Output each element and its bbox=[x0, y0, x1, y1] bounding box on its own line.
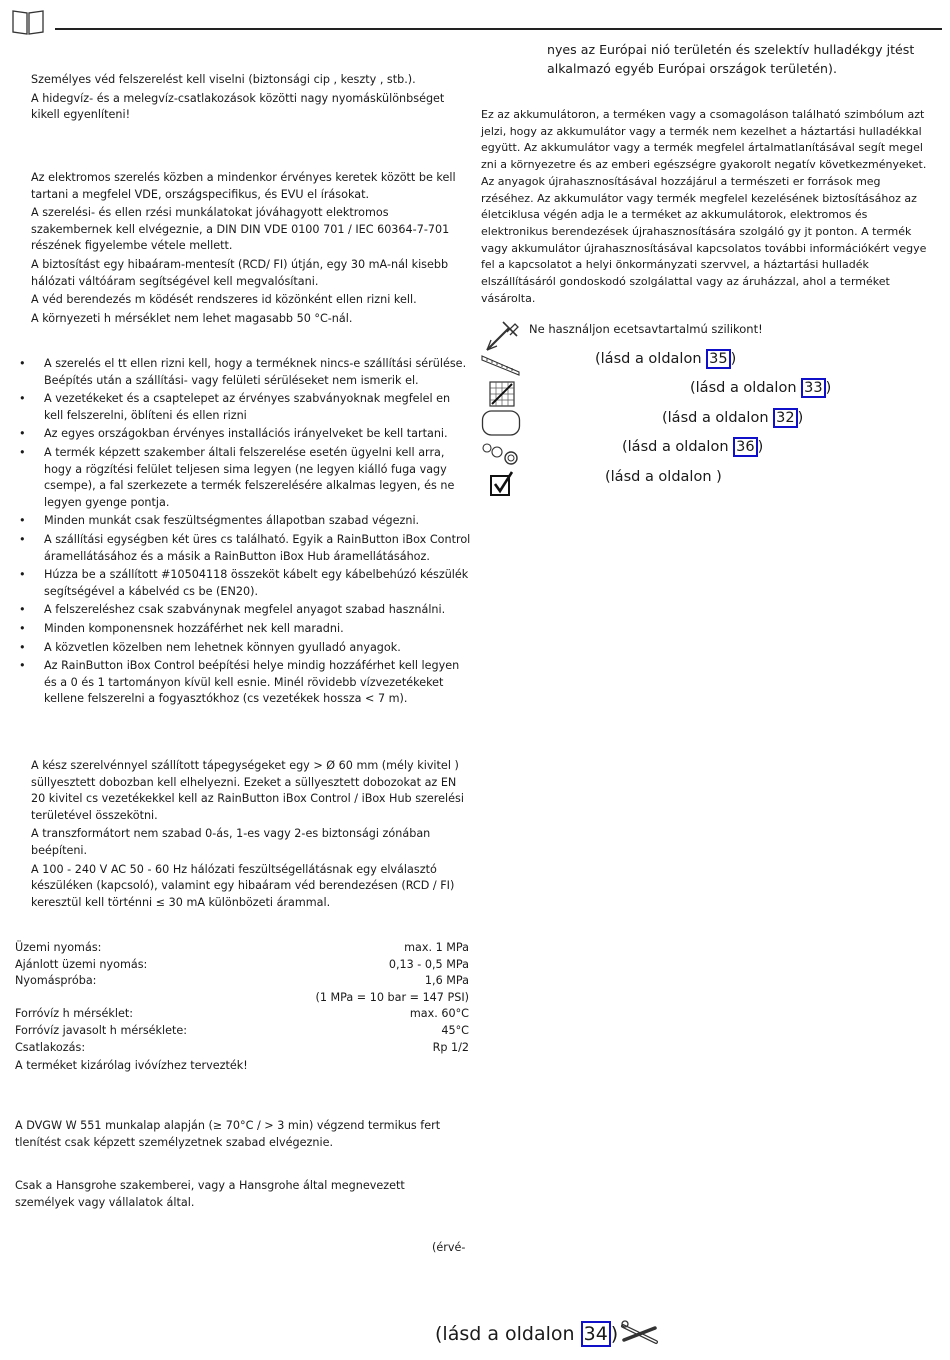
fittings-icon bbox=[481, 440, 521, 468]
paragraph: Személyes véd felszerelést kell viselni (biztonsági cip , keszty , stb.). bbox=[31, 73, 416, 86]
list-item: • Az egyes országokban érvényes installációs irányelveket be kell tartani. bbox=[31, 426, 471, 443]
page-link[interactable]: 36 bbox=[733, 437, 757, 457]
page-reference: (lásd a oldalon 35 ) bbox=[595, 351, 737, 367]
page-reference: (lásd a oldalon 32 ) bbox=[662, 410, 804, 426]
ruler-icon bbox=[481, 352, 521, 376]
page-link[interactable]: 32 bbox=[773, 408, 797, 428]
paragraph: A véd berendezés m ködését rendszeres id közönként ellen rizni kell. bbox=[31, 293, 417, 307]
truncated-text: (érvé- bbox=[432, 1241, 466, 1254]
book-icon bbox=[11, 8, 45, 36]
drinking-water-note: A terméket kizárólag ivóvízhez tervezték! bbox=[15, 1059, 248, 1073]
hansgrohe-note: Csak a Hansgrohe szakemberei, vagy a Hansgrohe által megnevezett személyek vagy vállalatok által. bbox=[15, 1179, 405, 1209]
tools-icon bbox=[620, 1320, 660, 1348]
paragraph: Az elektromos szerelés közben a mindenkor érvényes keretek között be kell tartani a megfelel VDE, országspecifikus, és EVU el írásokat. bbox=[31, 171, 456, 201]
spec-row: Csatlakozás: Rp 1/2 bbox=[15, 1040, 469, 1054]
footer-page-reference: (lásd a oldalon 34 ) bbox=[435, 1323, 619, 1345]
list-item: • A szerelés el tt ellen rizni kell, hogy a terméknek nincs-e szállítási sérülése. Beépítés után a szállítási- vagy felületi sérüléseket nem ismerik el. bbox=[31, 356, 471, 389]
page-reference: (lásd a oldalon 36 ) bbox=[622, 439, 764, 455]
page-reference: (lásd a oldalon 33 ) bbox=[690, 380, 832, 396]
paragraph: A környezeti h mérséklet nem lehet magasabb 50 °C-nál. bbox=[31, 311, 353, 325]
hatched-tile-icon bbox=[488, 380, 516, 408]
rounded-rect-icon bbox=[481, 409, 521, 437]
power-supply-section bbox=[31, 758, 471, 913]
list-item: • A szállítási egységben két üres cs található. Egyik a RainButton iBox Control áramellátásához és a másik a RainButton iBox Hub áramellátásához. bbox=[31, 532, 471, 565]
electrical-section bbox=[31, 170, 471, 329]
list-item: • A vezetékeket és a csaptelepet az érvényes szabványoknak megfelel en kell felszerelni, öblíteni és ellen rizni bbox=[31, 391, 471, 424]
spec-row: Ajánlott üzemi nyomás: 0,13 - 0,5 MPa bbox=[15, 957, 469, 971]
paragraph: A transzformátort nem szabad 0-ás, 1-es vagy 2-es biztonsági zónában beépíteni. bbox=[31, 827, 431, 857]
list-item: • Minden komponensnek hozzáférhet nek kell maradni. bbox=[31, 621, 471, 638]
spec-row: Forróvíz h mérséklet: max. 60°C bbox=[15, 1007, 469, 1021]
page-link[interactable]: 33 bbox=[801, 378, 825, 398]
list-item: • Az RainButton iBox Control beépítési helye mindig hozzáférhet kell legyen és a 0 és 1 tartományon kívül kell esnie. Minél rövidebb vízvezetékeket kellene felszerelni a fogyasztókhoz (cs vezetékek hossza < 7 m). bbox=[31, 658, 471, 708]
ppe-section bbox=[31, 72, 471, 126]
paragraph: A hidegvíz- és a melegvíz-csatlakozások közötti nagy nyomáskülönbséget kikell egyenlíteni! bbox=[31, 91, 445, 122]
spec-row: Nyomáspróba: 1,6 MPa bbox=[15, 974, 469, 988]
eu-text: nyes az Európai nió területén és szelektív hulladékgy jtést alkalmazó egyéb Európai országok területén). bbox=[547, 42, 915, 76]
list-item: • A felszereléshez csak szabványnak megfelel anyagot szabad használni. bbox=[31, 602, 471, 619]
list-item: • A termék képzett szakember általi felszerelése esetén ügyelni kell arra, hogy a rögzítési felület teljesen sima legyen (ne legyen kiálló fuga vagy csempe), a fal szerkezete a termék felszerelésére alkalmas legyen, és ne legyen gyenge pontja. bbox=[31, 445, 471, 511]
list-item: • Húzza be a szállított #10504118 összeköt kábelt egy kábelbehúzó készülék segítségével a kábelvéd cs be (EN20). bbox=[31, 567, 471, 600]
installation-bullets bbox=[31, 356, 471, 710]
page-reference: (lásd a oldalon ) bbox=[605, 469, 722, 485]
list-item: • A közvetlen közelben nem lehetnek könnyen gyulladó anyagok. bbox=[31, 640, 471, 657]
paragraph: A 100 - 240 V AC 50 - 60 Hz hálózati feszültségellátásnak egy elválasztó készüléken (kapcsoló), valamint egy hibaáram véd berendezésen (RCD / FI) keresztül kell történni ≤ 30 mA különbözeti árammal. bbox=[31, 862, 455, 909]
silicone-warning: Ne használjon ecetsavtartalmú szilikont! bbox=[529, 322, 763, 336]
battery-disposal-text: Ez az akkumulátoron, a terméken vagy a csomagoláson található szimbólum azt jelzi, hogy az akkumulátor vagy a termék nem kezelhet a háztartási hulladékkal együtt. Az akkumulátor vagy a termék megfelel ártalmatlanításával segít megel zni a környezetre és az emberi egészségre gyakorolt negatív következményeket. Az anyagok újrahasznosításával hozzájárul a természeti er források meg rzéséhez. Az akkumulátor vagy termék megfelel kezelésének biztosításához az életciklusa végén adja le a terméket az akkumulátorok, elektromos és elektronikus berendezések újrahasznosítására szolgáló gy jt ponton. A termék vagy akkumulátor újrahasznosításával kapcsolatos további információkért vegye fel a kapcsolatot a helyi önkormányzati szervvel, a háztartási hulladék elszállításáról gondoskodó szolgálattal vagy az áruházzal, ahol a terméket vásárolta. bbox=[481, 108, 927, 305]
header-rule bbox=[55, 28, 942, 30]
dvgw-note: A DVGW W 551 munkalap alapján (≥ 70°C / > 3 min) végzend termikus fert tlenítést csak képzett személyzetnek szabad elvégeznie. bbox=[15, 1119, 441, 1149]
spec-row: (1 MPa = 10 bar = 147 PSI) bbox=[315, 990, 469, 1004]
spec-row: Forróvíz javasolt h mérséklete: 45°C bbox=[15, 1023, 469, 1037]
paragraph: A kész szerelvénnyel szállított tápegységeket egy > Ø 60 mm (mély kivitel ) süllyesztett dobozban kell elhelyezni. Ezeket a süllyesztett dobozokat az EN 20 kivitel cs vezetékekkel kell az RainButton iBox Control / iBox Hub szerelési területével összekötni. bbox=[31, 759, 464, 822]
page-link[interactable]: 35 bbox=[706, 349, 730, 369]
silicone-gun-icon bbox=[481, 318, 521, 354]
paragraph: A biztosítást egy hibaáram-mentesít (RCD/ FI) útján, egy 30 mA-nál kisebb hálózati váltóáram segítségével kell megvalósítani. bbox=[31, 257, 449, 288]
page-link[interactable]: 34 bbox=[581, 1321, 611, 1347]
technical-data bbox=[15, 940, 469, 1075]
paragraph: A szerelési- és ellen rzési munkálatokat jóváhagyott elektromos szakembernek kell elvégeznie, a DIN DIN VDE 0100 701 / IEC 60364-7-701 részének figyelembe vétele mellett. bbox=[31, 206, 450, 253]
checkbox-icon bbox=[489, 470, 515, 498]
list-item: • Minden munkát csak feszültségmentes állapotban szabad végezni. bbox=[31, 513, 471, 530]
spec-row: Üzemi nyomás: max. 1 MPa bbox=[15, 941, 469, 954]
